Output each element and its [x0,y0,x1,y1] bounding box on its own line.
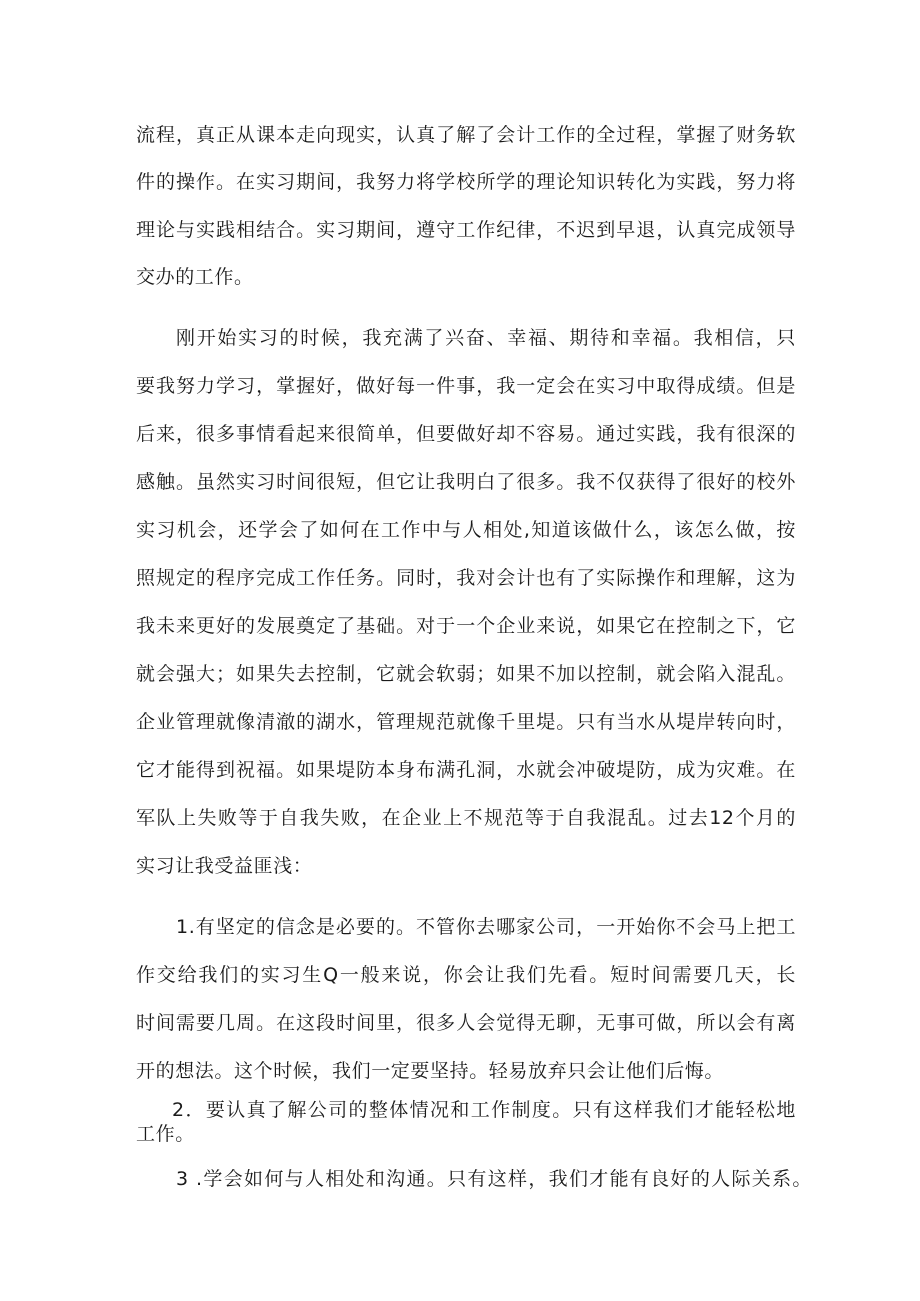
text-line: 实习让我受益匪浅： [136,855,313,877]
text-line: 作交给我们的实习生Q一般来说，你会让我们先看。短时间需要几天，长 [136,964,796,986]
text-line: 照规定的程序完成工作任务。同时，我对会计也有了实际操作和理解，这为 [136,567,796,589]
text-line: 刚开始实习的时候，我充满了兴奋、幸福、期待和幸福。我相信，只 [176,327,796,349]
text-line: 2．要认真了解公司的整体情况和工作制度。只有这样我们才能轻松地 [172,1099,796,1121]
text-line: 实习机会，还学会了如何在工作中与人相处,知道该做什么，该怎么做，按 [136,519,796,541]
text-line: 后来，很多事情看起来很简单，但要做好却不容易。通过实践，我有很深的 [136,423,796,445]
text-line: 1.有坚定的信念是必要的。不管你去哪家公司，一开始你不会马上把工 [176,916,796,938]
text-line: 感触。虽然实习时间很短，但它让我明白了很多。我不仅获得了很好的校外 [136,471,796,493]
text-line: 时间需要几周。在这段时间里，很多人会觉得无聊，无事可做，所以会有离 [136,1012,796,1034]
text-line: 就会强大；如果失去控制，它就会软弱；如果不加以控制，就会陷入混乱。 [136,663,796,685]
text-line: 件的操作。在实习期间，我努力将学校所学的理论知识转化为实践，努力将 [136,171,796,193]
text-line: 流程，真正从课本走向现实，认真了解了会计工作的全过程，掌握了财务软 [136,124,796,146]
text-line: 开的想法。这个时候，我们一定要坚持。轻易放弃只会让他们后悔。 [136,1060,725,1082]
text-line: 它才能得到祝福。如果堤防本身布满孔洞，水就会冲破堤防，成为灾难。在 [136,759,796,781]
text-line: 工作。 [136,1123,195,1145]
text-line: 理论与实践相结合。实习期间，遵守工作纪律，不迟到早退，认真完成领导 [136,219,796,241]
text-line: 军队上失败等于自我失败，在企业上不规范等于自我混乱。过去12个月的 [136,807,796,829]
text-line: 3 .学会如何与人相处和沟通。只有这样，我们才能有良好的人际关系。 [176,1168,812,1190]
text-line: 企业管理就像清澈的湖水，管理规范就像千里堤。只有当水从堤岸转向时， [136,711,796,733]
text-line: 要我努力学习，掌握好，做好每一件事，我一定会在实习中取得成绩。但是 [136,375,796,397]
text-line: 交办的工作。 [136,266,254,288]
text-line: 我未来更好的发展奠定了基础。对于一个企业来说，如果它在控制之下，它 [136,615,796,637]
